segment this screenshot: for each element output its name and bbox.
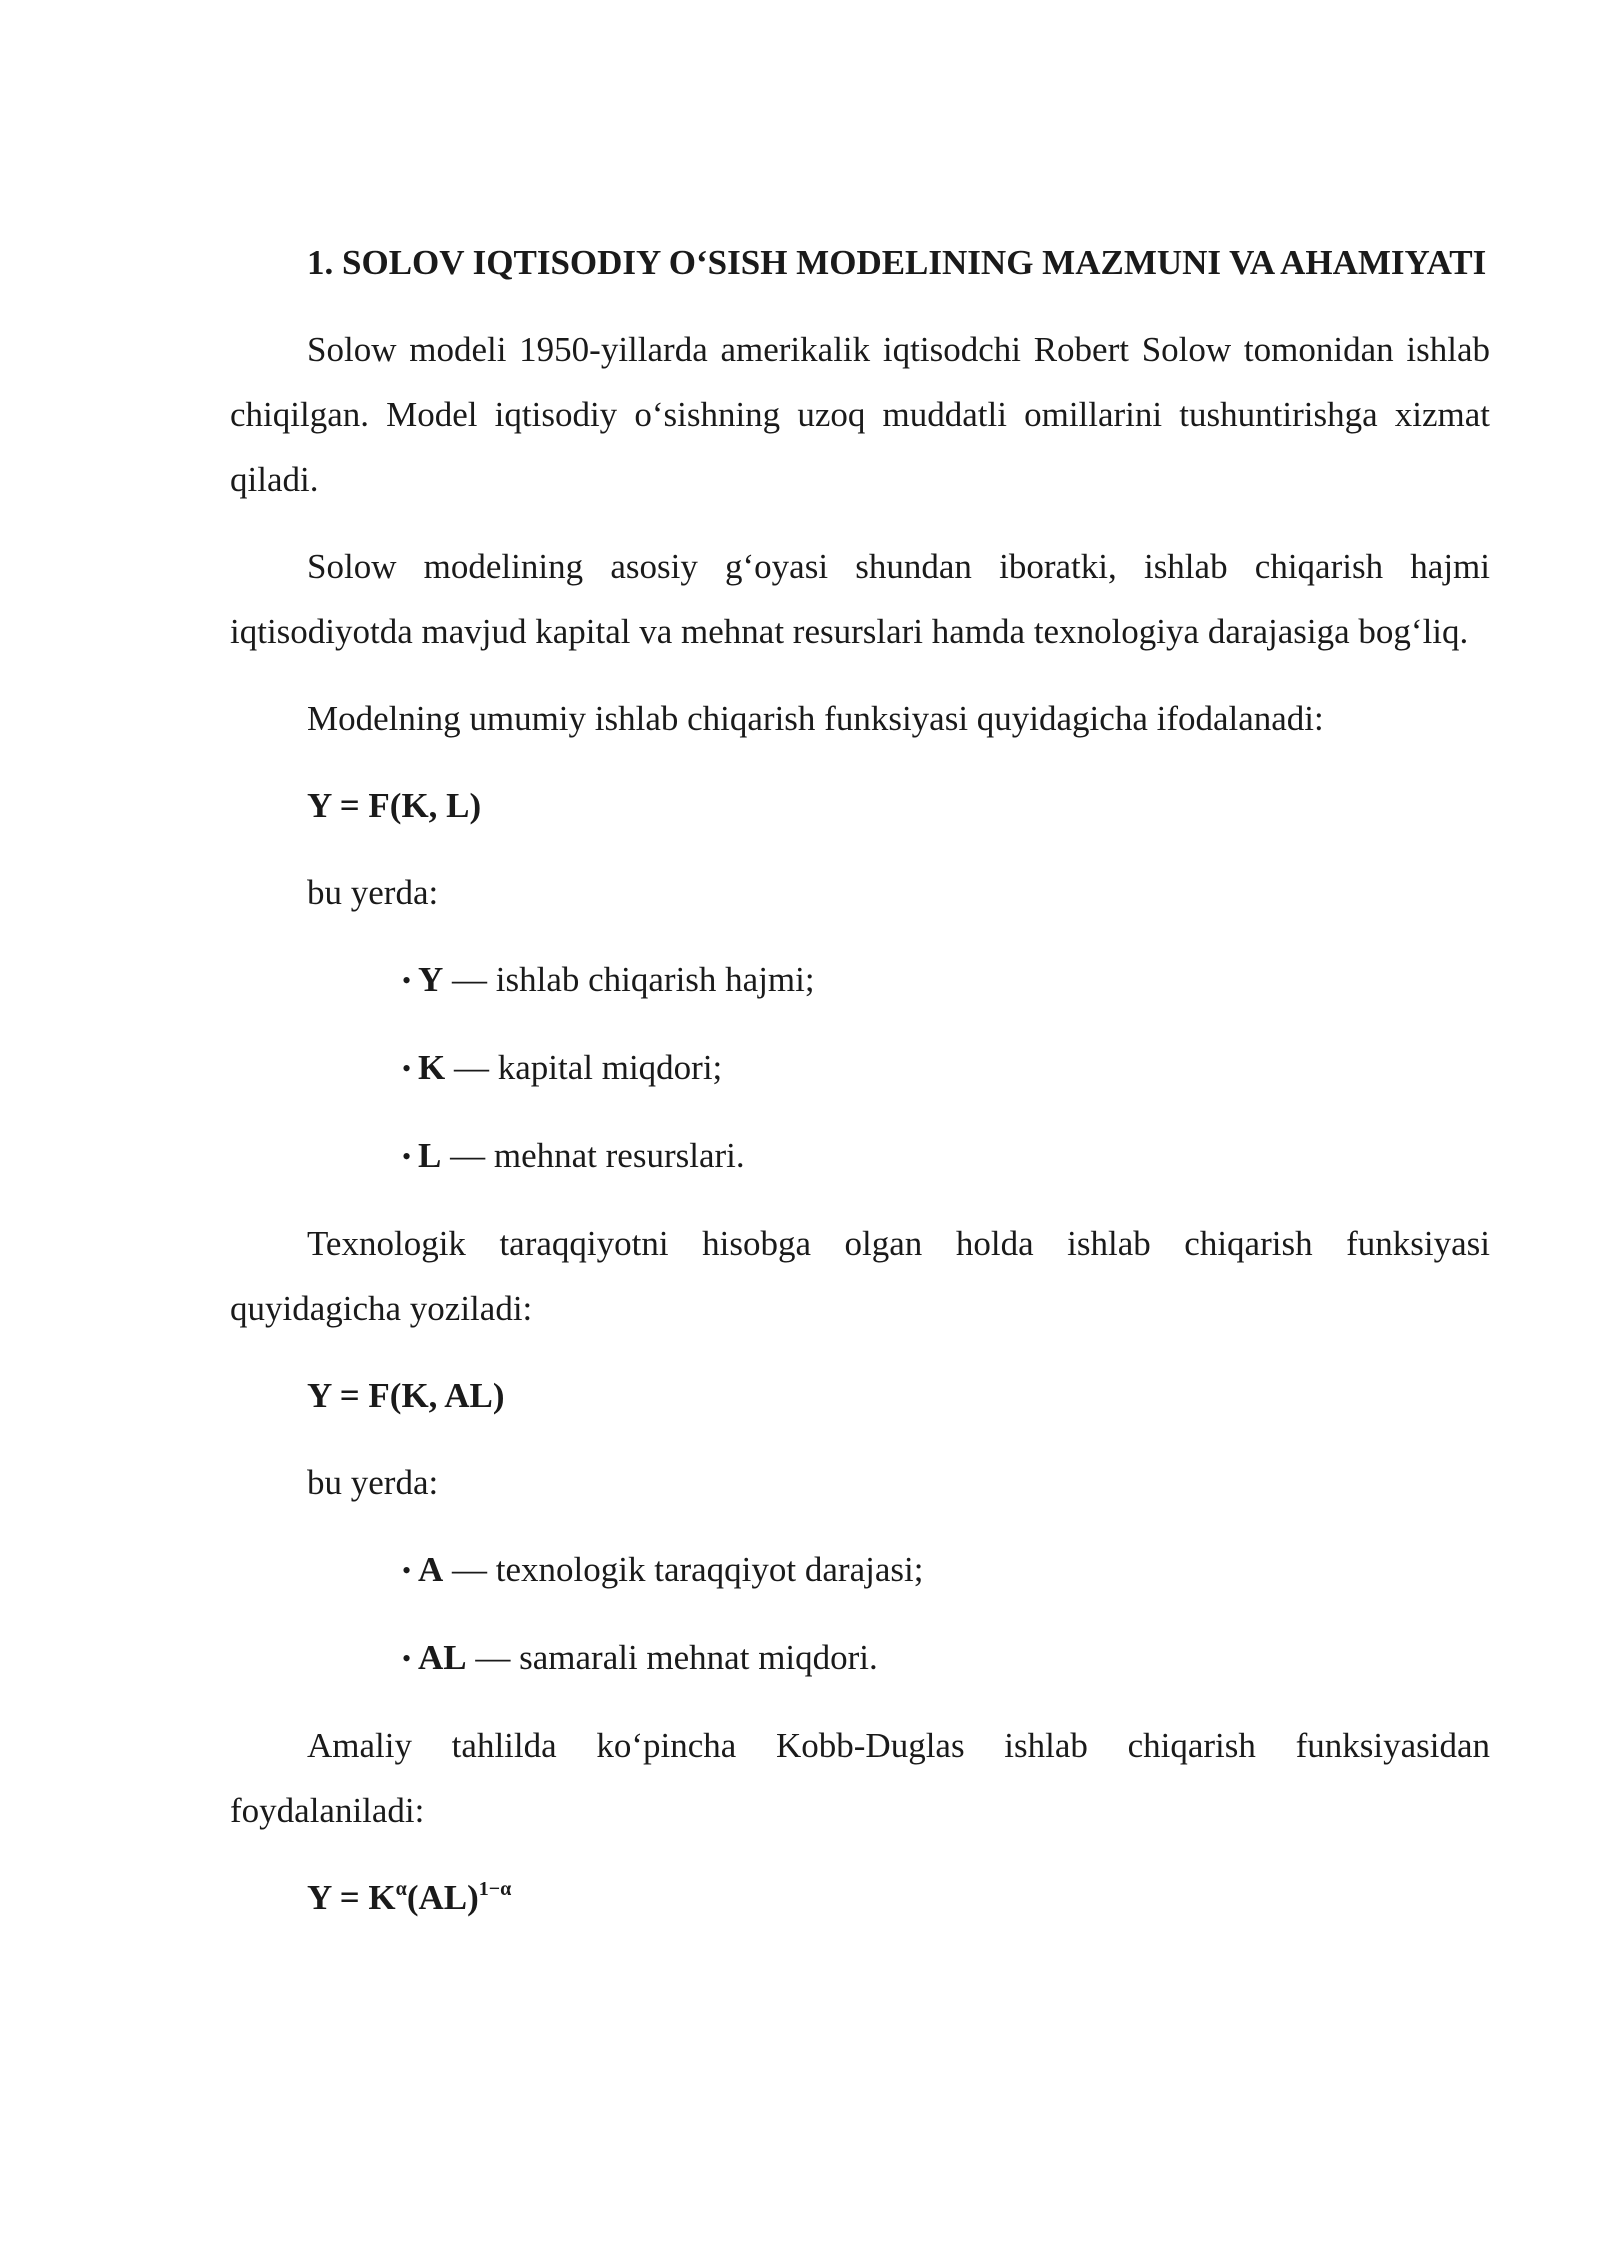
where-label-2: bu yerda: <box>307 1463 439 1502</box>
paragraph-cobb-douglas: Amaliy tahlilda ko‘pincha Kobb-Duglas ishlab chiqarish funksiyasidan foydalaniladi: <box>230 1726 1490 1830</box>
formula-with-technology: Y = F(K, AL) <box>307 1376 505 1415</box>
variable-description: — texnologik taraqqiyot darajasi; <box>443 1550 924 1589</box>
formula-middle: (AL) <box>406 1878 479 1917</box>
variable-term: L <box>418 1136 442 1175</box>
list-item <box>230 1123 1490 1189</box>
paragraph-function-intro: Modelning umumiy ishlab chiqarish funksiyasi quyidagicha ifodalanadi: <box>307 699 1324 738</box>
bullet-icon: • <box>402 966 412 995</box>
variable-description: — samarali mehnat miqdori. <box>466 1638 878 1677</box>
variable-term: A <box>418 1550 444 1589</box>
list-item <box>230 1625 1490 1691</box>
variable-term: K <box>418 1048 446 1087</box>
list-item <box>230 947 1490 1013</box>
formula-cobb-douglas <box>230 1865 1490 1930</box>
formula-exponent-alpha: α <box>395 1878 407 1900</box>
variable-description: — kapital miqdori; <box>445 1048 723 1087</box>
paragraph-intro: Solow modeli 1950-yillarda amerikalik iqtisodchi Robert Solow tomonidan ishlab chiqilgan. Model iqtisodiy o‘sishning uzoq muddatli omillarini tushuntirishga xizmat qiladi. <box>230 330 1490 499</box>
formula-basic: Y = F(K, L) <box>307 786 482 825</box>
bullet-icon: • <box>402 1054 412 1083</box>
bullet-icon: • <box>402 1556 412 1585</box>
formula-base: Y = K <box>307 1878 396 1917</box>
variable-list-2 <box>230 1537 1490 1691</box>
bullet-icon: • <box>402 1142 412 1171</box>
page-content <box>230 230 1490 1952</box>
formula-exponent-one-minus-alpha: 1−α <box>478 1878 512 1900</box>
variable-list-1 <box>230 947 1490 1189</box>
paragraph-tech-progress: Texnologik taraqqiyotni hisobga olgan holda ishlab chiqarish funksiyasi quyidagicha yoziladi: <box>230 1224 1490 1328</box>
bullet-icon: • <box>402 1644 412 1673</box>
variable-description: — mehnat resurslari. <box>441 1136 745 1175</box>
list-item <box>230 1537 1490 1603</box>
paragraph-main-idea: Solow modelining asosiy g‘oyasi shundan iboratki, ishlab chiqarish hajmi iqtisodiyotda mavjud kapital va mehnat resurslari hamda texnologiya darajasiga bog‘liq. <box>230 547 1490 651</box>
variable-term: Y <box>418 960 444 999</box>
where-label-1: bu yerda: <box>307 873 439 912</box>
section-heading: 1. SOLOV IQTISODIY O‘SISH MODELINING MAZMUNI VA AHAMIYATI <box>307 243 1487 282</box>
variable-description: — ishlab chiqarish hajmi; <box>443 960 815 999</box>
variable-term: AL <box>418 1638 467 1677</box>
list-item <box>230 1035 1490 1101</box>
